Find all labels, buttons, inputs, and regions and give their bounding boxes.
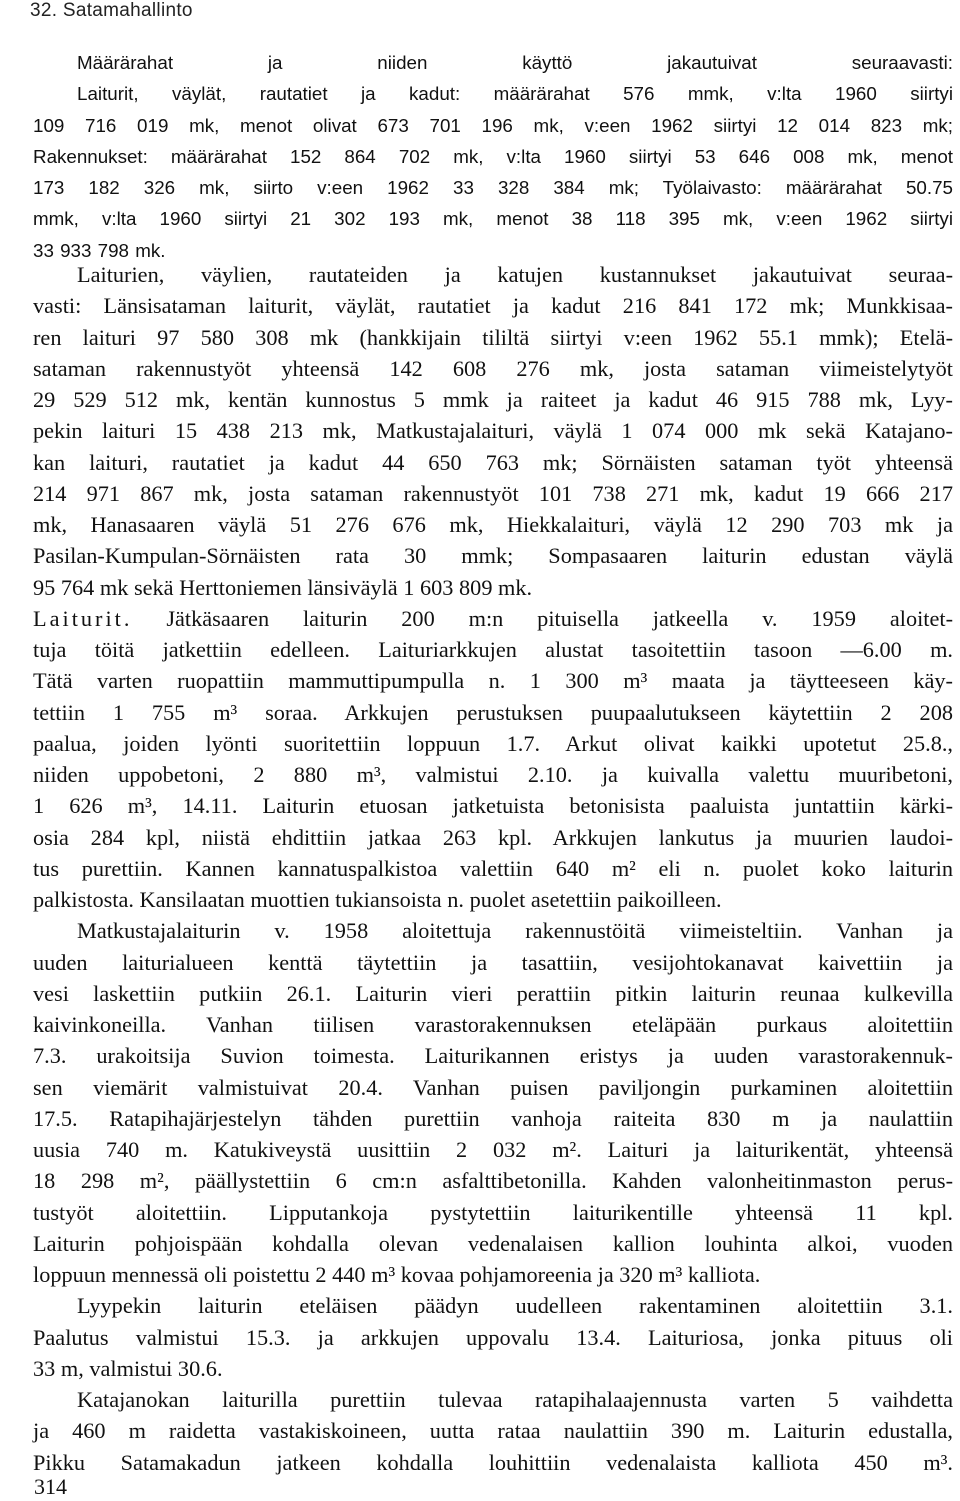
text-line: 173 182 326 mk, siirto v:een 1962 33 328 384 mk; Työlaivasto: määrärahat 50.75 xyxy=(33,177,953,198)
text-line: tettiin 1 755 m³ soraa. Arkkujen perustuksen puupaalutukseen käytettiin 2 208 xyxy=(33,699,953,725)
body-text xyxy=(33,259,953,1478)
text-line: 29 529 512 mk, kentän kunnostus 5 mmk ja raiteet ja kadut 46 915 788 mk, Lyy- xyxy=(33,387,953,412)
text-line: vasti: Länsisataman laiturit, väylät, rautatiet ja kadut 216 841 172 mk; Munkkisaa- xyxy=(33,293,953,319)
text-fragment: Jätkäsaaren laiturin 200 m:n pituisella jatkeella v. 1959 aloitet- xyxy=(132,605,953,631)
text-line: paalua, joiden lyönti suoritettiin loppuun 1.7. Arkut olivat kaikki upotetut 25.8., xyxy=(33,730,953,756)
text-line: Paalutus valmistui 15.3. ja arkkujen uppovalu 13.4. Laituriosa, jonka pituus oli xyxy=(33,1324,953,1350)
text-line: Pasilan-Kumpulan-Sörnäisten rata 30 mmk; Sompasaaren laiturin edustan väylä xyxy=(33,543,953,569)
text-line: Rakennukset: määrärahat 152 864 702 mk, v:lta 1960 siirtyi 53 646 008 mk, menot xyxy=(33,145,953,167)
text-line: 18 298 m², päällystettiin 6 cm:n asfalttibetonilla. Kahden valonheitinmaston perus- xyxy=(33,1168,953,1194)
text-line: 1 626 m³, 14.11. Laiturin etuosan jatketuista betonisista paaluista juntattiin kärki- xyxy=(33,793,953,819)
text-line: palkistosta. Kansilaatan muottien tukiansoista n. puolet asetettiin paikoilleen. xyxy=(33,887,722,912)
text-line: loppuun mennessä oli poistettu 2 440 m³ kovaa pohjamoreenia ja 320 m³ kalliota. xyxy=(33,1262,761,1287)
text-line: Laiturien, väylien, rautateiden ja katujen kustannukset jakautuivat seuraa- xyxy=(77,262,953,287)
text-line: ren laituri 97 580 308 mk (hankkijain tililtä siirtyi v:een 1962 55.1 mmk); Etelä- xyxy=(33,324,953,350)
text-line: Laiturit, väylät, rautatiet ja kadut: määrärahat 576 mmk, v:lta 1960 siirtyi xyxy=(77,83,953,105)
text-line: 95 764 mk sekä Herttoniemen länsiväylä 1 603 809 mk. xyxy=(33,574,533,600)
text-line: Matkustajalaiturin v. 1958 aloitettuja rakennustöitä viimeisteltiin. Vanhan ja xyxy=(77,918,953,944)
text-line: sen viemärit valmistuivat 20.4. Vanhan puisen paviljongin purkaminen aloitettiin xyxy=(33,1074,953,1100)
text-line: 7.3. urakoitsija Suvion toimesta. Laiturikannen eristys ja uuden varastorakennuk- xyxy=(33,1043,953,1069)
text-line: tus purettiin. Kannen kannatuspalkistoa valettiin 640 m² eli n. puolet koko laiturin xyxy=(33,855,953,881)
text-line: Katajanokan laiturilla purettiin tulevaa ratapihalaajennusta varten 5 vaihdetta xyxy=(77,1387,953,1412)
text-line: kaivinkoneilla. Vanhan tiilisen varastorakennuksen eteläpään purkaus aloitettiin xyxy=(33,1012,953,1037)
text-line: osia 284 kpl, niistä ehdittiin jatkaa 263 kpl. Arkkujen lankutus ja muurien laudoi- xyxy=(33,824,953,850)
text-line: tustyöt aloitettiin. Lipputankoja pystytettiin laiturikentille yhteensä 11 kpl. xyxy=(33,1199,953,1225)
text-line: Tätä varten ruopattiin mammuttipumpulla n. 1 300 m³ maata ja täytteeseen käy- xyxy=(33,668,953,694)
text-line: pekin laituri 15 438 213 mk, Matkustajalaituri, väylä 1 074 000 mk sekä Katajano- xyxy=(33,418,953,444)
text-line: mk, Hanasaaren väylä 51 276 676 mk, Hiekkalaituri, väylä 12 290 703 mk ja xyxy=(33,512,953,537)
text-line: Lyypekin laiturin eteläisen päädyn uudelleen rakentaminen aloitettiin 3.1. xyxy=(77,1293,953,1319)
page-number: 314 xyxy=(34,1474,67,1499)
text-line: vesi laskettiin putkiin 26.1. Laiturin vieri perattiin pitkin laiturin reunaa kulkevilla xyxy=(33,980,953,1006)
text-line xyxy=(33,603,953,634)
text-line: uusia 740 m. Katukiveystä uusittiin 2 032 m². Laituri ja laiturikentät, yhteensä xyxy=(33,1137,953,1162)
text-line: 109 716 019 mk, menot olivat 673 701 196 mk, v:een 1962 siirtyi 12 014 823 mk; xyxy=(33,114,953,136)
text-line: Määrärahat ja niiden käyttö jakautuivat seuraavasti: xyxy=(77,52,953,73)
text-line: kan laituri, rautatiet ja kadut 44 650 763 mk; Sörnäisten sataman työt yhteensä xyxy=(33,449,953,475)
text-line: mmk, v:lta 1960 siirtyi 21 302 193 mk, menot 38 118 395 mk, v:een 1962 siirtyi xyxy=(33,208,953,230)
text-line: niiden uppobetoni, 2 880 m³, valmistui 2.10. ja kuivalla valettu muuribetoni, xyxy=(33,762,953,787)
text-line: Laiturin pohjoispään kohdalla olevan vedenalaisen kallion louhinta alkoi, vuoden xyxy=(33,1230,953,1256)
text-line: ja 460 m raidetta vastakiskoineen, uutta rataa naulattiin 390 m. Laiturin edustalla, xyxy=(33,1418,953,1444)
running-head: 32. Satamahallinto xyxy=(30,0,193,21)
appropriations-paragraph xyxy=(33,47,953,266)
text-line: tuja töitä jatkettiin edelleen. Laituriarkkujen alustat tasoitettiin tasoon —6.00 m. xyxy=(33,637,953,662)
text-line: Pikku Satamakadun jatkeen kohdalla louhittiin vedenalaista kalliota 450 m³. xyxy=(33,1449,953,1475)
text-line: 33 933 798 mk. xyxy=(33,239,166,261)
text-line: 214 971 867 mk, josta sataman rakennustyöt 101 738 271 mk, kadut 19 666 217 xyxy=(33,480,953,506)
text-line: sataman rakennustyöt yhteensä 142 608 276 mk, josta sataman viimeistelytyöt xyxy=(33,355,953,381)
text-line: 17.5. Ratapihajärjestelyn tähden purettiin vanhoja raiteita 830 m ja naulattiin xyxy=(33,1105,953,1131)
text-line: uuden laiturialueen kenttä täytettiin ja tasattiin, vesijohtokanavat kaivettiin ja xyxy=(33,949,953,975)
section-heading-laiturit: Laiturit. xyxy=(33,605,133,631)
text-line: 33 m, valmistui 30.6. xyxy=(33,1355,223,1381)
